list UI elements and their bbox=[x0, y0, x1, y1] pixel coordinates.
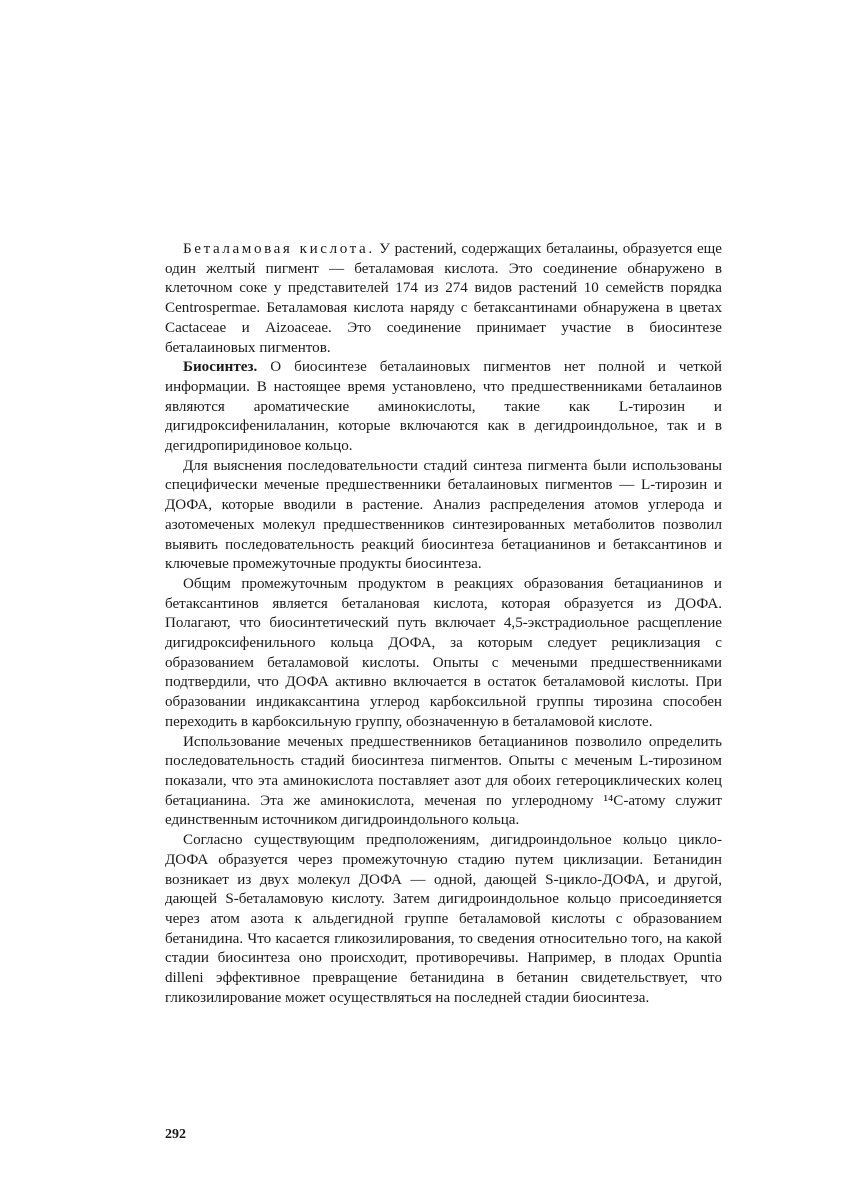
paragraph-text: Согласно существующим предположениям, дигидроиндольное кольцо цикло-ДОФА образуется через промежуточную стадию путем циклизации. Бетанидин возникает из двух молекул ДОФА — одной, дающей S-цикло-ДОФА, и другой, дающей S-беталамовую кислоту. Затем дигидроиндольное кольцо присоединяется через атом азота к альдегидной группе беталамовой кислоты с образованием бетанидина. Что касается гликозилирования, то сведения относительно того, на какой стадии биосинтеза оно происходит, противоречивы. Например, в плодах Opuntia dilleni эффективное превращение бетанидина в бетанин свидетельствует, что гликозилирование может осуществляться на последней стадии биосинтеза. bbox=[165, 832, 722, 1006]
paragraph-cyclization bbox=[165, 831, 722, 1008]
paragraph-text: О биосинтезе беталаиновых пигментов нет полной и четкой информации. В настоящее время установлено, что предшественниками беталаинов являются ароматические аминокислоты, такие как L-тирозин и дигидроксифенилаланин, которые включаются как в дегидроиндольное, так и в дегидропиридиновое кольцо. bbox=[165, 359, 722, 455]
section-heading-biosynthesis: Биосинтез. bbox=[183, 359, 258, 376]
page-number: 292 bbox=[165, 1127, 186, 1142]
paragraph-betacyanin-precursors bbox=[165, 733, 722, 832]
section-heading-betalamic-acid: Беталамовая кислота. bbox=[183, 241, 375, 257]
paragraph-betalamic-acid bbox=[165, 240, 722, 358]
paragraph-text: Общим промежуточным продуктом в реакциях образования бетацианинов и бетаксантинов является беталановая кислота, которая образуется из ДОФА. Полагают, что биосинтетический путь включает 4,5-экстрадиольное расщепление дигидроксифенильного кольца ДОФА, за которым следует рециклизация с образованием беталамовой кислоты. Опыты с мечеными предшественниками подтвердили, что ДОФА активно включается в остаток беталамовой кислоты. При образовании индикаксантина углерод карбоксильной группы тирозина способен переходить в карбоксильную группу, обозначенную в беталамовой кислоте. bbox=[165, 575, 722, 730]
paragraph-biosynthesis bbox=[165, 358, 722, 457]
paragraph-text: Для выяснения последовательности стадий синтеза пигмента были использованы специфически меченые предшественники беталаиновых пигментов — L-тирозин и ДОФА, которые вводили в растение. Анализ распределения атомов углерода и азотомеченых молекул предшественников синтезированных метаболитов позволил выявить последовательность реакций биосинтеза бетацианинов и бетаксантинов и ключевые промежуточные продукты биосинтеза. bbox=[165, 457, 722, 573]
body-text bbox=[165, 240, 722, 1008]
paragraph-text: Использование меченых предшественников бетацианинов позволило определить последовательность стадий биосинтеза пигментов. Опыты с меченым L-тирозином показали, что эта аминокислота поставляет азот для обоих гетероциклических колец бетацианина. Эта же аминокислота, меченая по углеродному ¹⁴С-атому служит единственным источником дигидроиндольного кольца. bbox=[165, 733, 722, 829]
paragraph-labeled-precursors bbox=[165, 457, 722, 575]
paragraph-text: У растений, содержащих беталаины, образуется еще один желтый пигмент — беталамовая кислота. Это соединение обнаружено в клеточном соке у представителей 174 из 274 видов растений 10 семейств порядка Centrospermae. Беталамовая кислота наряду с бетаксантинами обнаружена в цветах Cactaceae и Aizoaceae. Это соединение принимает участие в биосинтезе беталаиновых пигментов. bbox=[165, 241, 722, 356]
paragraph-common-intermediate bbox=[165, 575, 722, 733]
